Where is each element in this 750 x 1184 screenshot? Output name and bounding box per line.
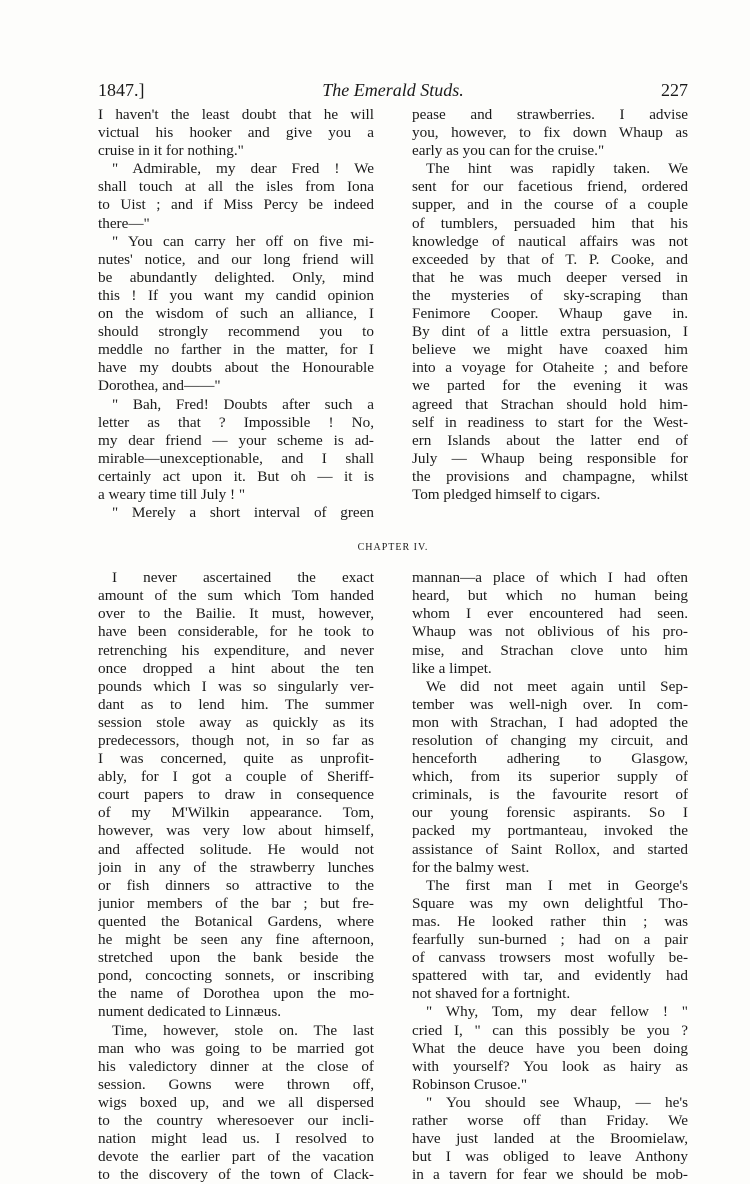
text-line: the provisions and champagne, whilst (412, 467, 688, 485)
text-line: ern Islands about the latter end of (412, 431, 688, 449)
text-line: have been considerable, for he took to (98, 623, 374, 641)
text-line: " You can carry her off on five mi- (112, 232, 374, 250)
text-line: sent for our facetious friend, ordered (412, 178, 688, 196)
text-line: The hint was rapidly taken. We (426, 160, 688, 178)
text-line: exceeded by that of T. P. Cooke, and (412, 250, 688, 268)
text-line: dant as to lend him. The summer (98, 695, 374, 713)
text-line: junior members of the bar ; but fre- (98, 894, 374, 912)
text-line: " Why, Tom, my dear fellow ! " (426, 1003, 688, 1021)
text-line: which, from its superior supply of (412, 768, 688, 786)
text-line: into a voyage for Otaheite ; and before (412, 359, 688, 377)
book-page (98, 80, 688, 1184)
text-line: amount of the sum which Tom handed (98, 587, 374, 605)
text-line: in a tavern for fear we should be mob- (412, 1166, 688, 1184)
text-line: Square was my own delightful Tho- (412, 894, 688, 912)
text-line: We did not meet again until Sep- (426, 677, 688, 695)
text-line: we parted for the evening it was (412, 377, 688, 395)
text-line: the mysteries of sky-scraping than (412, 286, 688, 304)
text-line: cruise in it for nothing." (98, 142, 244, 160)
text-line: should strongly recommend you to (98, 323, 374, 341)
text-line: knowledge of nautical affairs was not (412, 232, 688, 250)
text-line: resolution of changing my circuit, and (412, 732, 688, 749)
text-line: tember was well-nigh over. In com- (412, 695, 688, 713)
text-line: not shaved for a fortnight. (412, 985, 571, 1003)
page-number: 227 (661, 80, 688, 100)
text-line: shall touch at all the isles from Iona (98, 178, 374, 196)
text-line: that he was much deeper versed in (412, 268, 688, 286)
text-line: " Admirable, my dear Fred ! We (112, 160, 374, 178)
running-header (98, 80, 688, 106)
text-line: my dear friend — your scheme is ad- (98, 431, 374, 449)
text-line: to the country wheresoever our incli- (98, 1111, 374, 1129)
text-line: once dropped a hint about the ten (98, 659, 374, 677)
column-right (412, 106, 688, 522)
text-line: of tumblers, persuaded him that his (412, 214, 688, 232)
text-line: mon with Strachan, I had adopted the (412, 713, 688, 731)
text-line: but I was obliged to leave Anthony (412, 1148, 688, 1166)
text-line: " Bah, Fred! Doubts after such a (112, 395, 374, 413)
text-line: man who was going to be married got (98, 1039, 374, 1057)
text-line: " Merely a short interval of green (112, 504, 374, 522)
text-line: our young forensic aspirants. So I (412, 804, 688, 822)
text-line: Time, however, stole on. The last (112, 1021, 374, 1039)
text-line: of canvass trowsers most wofully be- (412, 949, 688, 967)
text-line: meddle no farther in the matter, for I (98, 341, 374, 359)
text-line: What the deuce have you been doing (412, 1039, 688, 1057)
text-line: nation might lead us. I resolved to (98, 1130, 374, 1148)
text-line: criminals, is the favourite resort of (412, 786, 688, 804)
text-line: believe we might have coaxed him (412, 341, 688, 359)
text-line: victual his hooker and give you a (98, 124, 374, 142)
text-line: Fenimore Cooper. Whaup gave in. (412, 305, 688, 323)
text-line: henceforth adhering to Glasgow, (412, 750, 688, 768)
text-line: By dint of a little extra persuasion, I (412, 323, 688, 341)
text-line: letter as that ? Impossible ! No, (98, 413, 374, 431)
text-line: I haven't the least doubt that he will (98, 106, 374, 123)
text-line: of my M'Wilkin appearance. Tom, (98, 804, 374, 822)
text-line: pounds which I was so singularly ver- (98, 677, 374, 695)
text-line: I never ascertained the exact (112, 569, 374, 587)
text-line: like a limpet. (412, 659, 492, 677)
chapter-heading: CHAPTER IV. (357, 542, 429, 554)
text-line: Dorothea, and——" (98, 377, 221, 395)
text-line: over to the Bailie. It must, however, (98, 605, 374, 623)
text-line: court papers to draw in consequence (98, 786, 374, 804)
text-line: agreed that Strachan should hold him- (412, 395, 688, 413)
text-line: quented the Botanical Gardens, where (98, 912, 374, 930)
text-line: early as you can for the cruise." (412, 142, 605, 160)
text-line: predecessors, though not, in so far as (98, 732, 374, 749)
text-line: however, was very low about himself, (98, 822, 374, 840)
column-left (98, 106, 374, 522)
text-line: and affected solitude. He would not (98, 840, 374, 858)
text-line: to Uist ; and if Miss Percy be indeed (98, 196, 374, 214)
text-line: cried I, " can this possibly be you ? (412, 1021, 688, 1039)
section-1 (98, 106, 688, 522)
text-line: packed my portmanteau, invoked the (412, 822, 688, 840)
text-line: The first man I met in George's (426, 876, 688, 894)
text-line: have just landed at the Broomielaw, (412, 1130, 688, 1148)
text-line: Whaup was not oblivious of his pro- (412, 623, 688, 641)
text-line: mannan—a place of which I had often (412, 569, 688, 587)
text-line: session. Gowns were thrown off, (98, 1075, 374, 1093)
text-line: devote the earlier part of the vacation (98, 1148, 374, 1166)
text-line: retrenching his expenditure, and never (98, 641, 374, 659)
text-line: Robinson Crusoe." (412, 1075, 528, 1093)
column-left (98, 569, 374, 1184)
text-line: July — Whaup being responsible for (412, 449, 688, 467)
text-line: fearfully sun-burned ; had on a pair (412, 931, 688, 949)
text-line: a weary time till July ! " (98, 485, 246, 503)
column-right (412, 569, 688, 1184)
header-title: The Emerald Studs. (322, 80, 464, 100)
text-line: join in any of the strawberry lunches (98, 858, 374, 876)
text-line: to the discovery of the town of Clack- (98, 1166, 374, 1184)
text-line: or fish dinners so attractive to the (98, 876, 374, 894)
text-line: rather worse off than Friday. We (412, 1111, 688, 1129)
text-line: you, however, to fix down Whaup as (412, 124, 688, 142)
text-line: supper, and in the course of a couple (412, 196, 688, 214)
text-line: heard, but which no human being (412, 587, 688, 605)
text-line: with yourself? You look as hairy as (412, 1057, 688, 1075)
text-line: this ! If you want my candid opinion (98, 286, 374, 304)
text-line: his valedictory dinner at the close of (98, 1057, 374, 1075)
text-line: there—" (98, 214, 150, 232)
text-line: he might be seen any fine afternoon, (98, 931, 374, 949)
text-line: on the wisdom of such an alliance, I (98, 305, 374, 323)
text-line: wigs boxed up, and we all dispersed (98, 1093, 374, 1111)
text-line: I was concerned, quite as unprofit- (98, 750, 374, 768)
text-line: spattered with tar, and evidently had (412, 967, 688, 985)
text-line: mas. He looked rather thin ; was (412, 912, 688, 930)
section-2 (98, 569, 688, 1184)
text-line: assistance of Saint Rollox, and started (412, 840, 688, 858)
text-line: be abundantly delighted. Only, mind (98, 268, 374, 286)
text-line: pond, concocting sonnets, or inscribing (98, 967, 374, 985)
text-line: certainly act upon it. But oh — it is (98, 467, 374, 485)
header-year: 1847.] (98, 80, 145, 100)
text-line: mise, and Strachan clove unto him (412, 641, 688, 659)
text-line: pease and strawberries. I advise (412, 106, 688, 123)
text-line: the name of Dorothea upon the mo- (98, 985, 374, 1003)
text-line: mirable—unexceptionable, and I shall (98, 449, 374, 467)
text-line: Tom pledged himself to cigars. (412, 485, 601, 503)
text-line: session stole away as quickly as its (98, 713, 374, 731)
text-line: for the balmy west. (412, 858, 530, 876)
text-line: ably, for I got a couple of Sheriff- (98, 768, 374, 786)
text-line: whom I ever encountered had seen. (412, 605, 688, 623)
text-line: have my doubts about the Honourable (98, 359, 374, 377)
text-line: self in readiness to start for the West- (412, 413, 688, 431)
text-line: nument dedicated to Linnæus. (98, 1003, 282, 1021)
text-line: stretched upon the bank beside the (98, 949, 374, 967)
text-line: nutes' notice, and our long friend will (98, 250, 374, 268)
text-line: " You should see Whaup, — he's (426, 1093, 688, 1111)
